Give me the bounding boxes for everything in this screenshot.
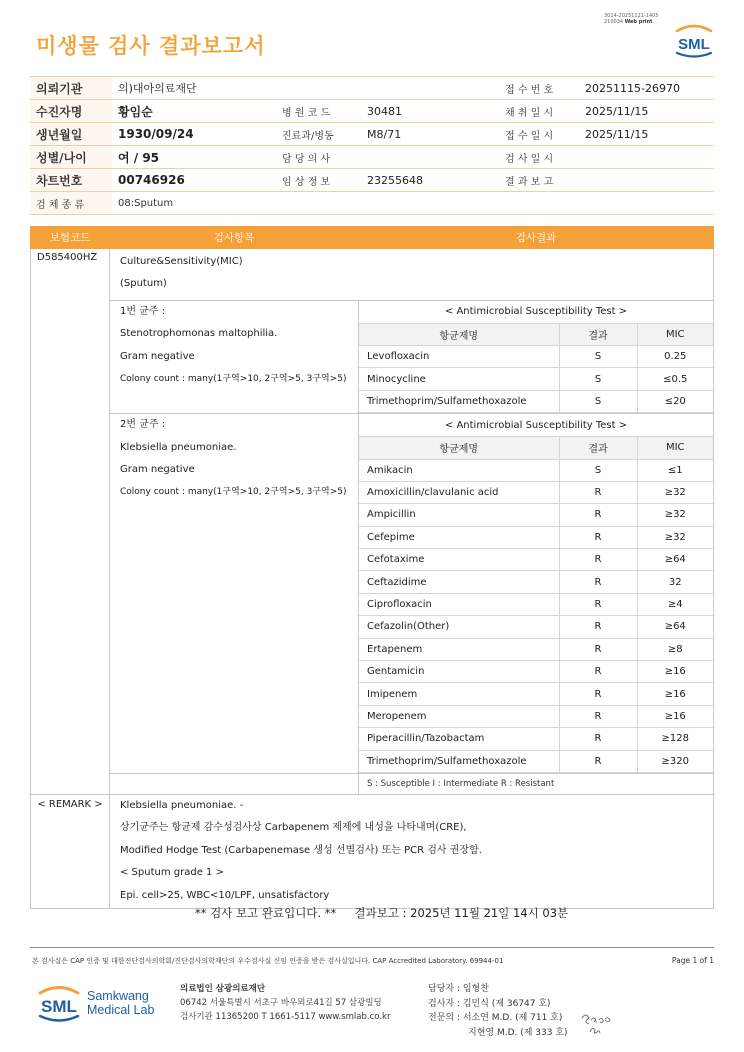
dept-value: M8/71 <box>361 123 499 146</box>
mic-value: ≥16 <box>637 683 713 705</box>
drug-name: Minocycline <box>359 368 559 390</box>
ast-result: R <box>559 504 637 526</box>
drug-name: Ciprofloxacin <box>359 593 559 615</box>
ast-row <box>359 368 713 390</box>
staff-info: 담당자 : 임형찬 검사자 : 김민식 (제 36747 호) 전문의 : 서소연 M.D. (제 711 호) 지현영 M.D. (제 333 호) <box>428 984 568 1038</box>
remark-line: Modified Hodge Test (Carbapenemase 생성 선별검사) 또는 PCR 검사 권장함. <box>120 844 482 856</box>
sex-age-label: 성별/나이 <box>30 146 112 169</box>
result-header: 결과 <box>559 323 637 345</box>
drug-name: Gentamicin <box>359 661 559 683</box>
patient-value: 황임순 <box>112 100 276 123</box>
ast-row <box>359 390 713 412</box>
organism-2-ast <box>359 414 714 774</box>
mic-value: ≥32 <box>637 526 713 548</box>
receive-date-label: 접 수 일 시 <box>499 123 579 146</box>
test-item: Culture&Sensitivity(MIC) (Sputum) <box>110 249 714 301</box>
mic-value: ≥16 <box>637 705 713 727</box>
footer-logo <box>36 983 154 1023</box>
ast-result: R <box>559 571 637 593</box>
result-table <box>30 226 714 909</box>
receipt-no-label: 접 수 번 호 <box>499 77 579 100</box>
patient-label: 수진자명 <box>30 100 112 123</box>
mic-value: 32 <box>637 571 713 593</box>
ast-legend: S : Susceptible I : Intermediate R : Resistant <box>367 778 555 789</box>
ast-result: R <box>559 549 637 571</box>
mic-header: MIC <box>637 437 713 459</box>
dept-label: 진료과/병동 <box>276 123 361 146</box>
brand-name-2: Medical Lab <box>87 1003 155 1017</box>
ast-result: R <box>559 661 637 683</box>
collect-date-value: 2025/11/15 <box>579 100 714 123</box>
ast-result: S <box>559 459 637 481</box>
ast-row <box>359 683 713 705</box>
brand-name-1: Samkwang <box>87 989 149 1003</box>
remark-line: < Sputum grade 1 > <box>120 867 224 879</box>
mic-value: ≤20 <box>637 390 713 412</box>
mic-value: ≥320 <box>637 750 713 772</box>
chart-label: 차트번호 <box>30 169 112 192</box>
signature <box>578 1008 618 1038</box>
sml-logo <box>672 22 716 58</box>
ast-row <box>359 705 713 727</box>
ast-row <box>359 661 713 683</box>
drug-name: Levofloxacin <box>359 346 559 368</box>
staff-specialist-2: 지현영 M.D. (제 333 호) <box>468 1027 568 1038</box>
drug-header: 항균제명 <box>359 323 559 345</box>
staff-tester: 김민식 (제 36747 호) <box>462 998 551 1009</box>
report-value <box>579 169 714 192</box>
logo-text: SML <box>41 997 77 1016</box>
clinical-value: 23255648 <box>361 169 499 192</box>
drug-name: Ceftazidime <box>359 571 559 593</box>
birth-label: 생년월일 <box>30 123 112 146</box>
mic-value: 0.25 <box>637 346 713 368</box>
drug-name: Cefazolin(Other) <box>359 616 559 638</box>
ast-row <box>359 481 713 503</box>
remark-line: Klebsiella pneumoniae. - <box>120 799 244 811</box>
page-number: Page 1 of 1 <box>671 956 714 965</box>
mic-value: ≤1 <box>637 459 713 481</box>
ast-row <box>359 728 713 750</box>
ast-title: < Antimicrobial Susceptibility Test > <box>359 301 713 323</box>
ast-result: R <box>559 728 637 750</box>
drug-name: Trimethoprim/Sulfamethoxazole <box>359 390 559 412</box>
hospital-code-value: 30481 <box>361 100 499 123</box>
mic-value: ≥32 <box>637 504 713 526</box>
mic-value: ≥64 <box>637 616 713 638</box>
col-result-header: 검사결과 <box>359 227 714 249</box>
cap-note: 본 검사실은 CAP 인증 및 대한진단검사의학회/진단검사의학재단의 우수검사실 신임 인증을 받은 검사실입니다. CAP Accredited Laboratory. 69944-01 <box>32 957 504 965</box>
ast-row <box>359 638 713 660</box>
mic-value: ≥32 <box>637 481 713 503</box>
ast-result: R <box>559 593 637 615</box>
remark-content <box>110 794 714 908</box>
collect-date-label: 채 취 일 시 <box>499 100 579 123</box>
drug-header: 항균제명 <box>359 437 559 459</box>
drug-name: Piperacillin/Tazobactam <box>359 728 559 750</box>
remark-line: Epi. cell>25, WBC<10/LPF, unsatisfactory <box>120 889 330 901</box>
ast-row <box>359 616 713 638</box>
test-date-value <box>579 146 714 169</box>
mic-header: MIC <box>637 323 713 345</box>
ast-row <box>359 549 713 571</box>
mic-value: ≥8 <box>637 638 713 660</box>
drug-name: Ampicillin <box>359 504 559 526</box>
remark-line: 상기균주는 항균제 감수성검사상 Carbapenem 제제에 내성을 나타내며(CRE), <box>120 822 467 834</box>
institution-label: 의뢰기관 <box>30 77 112 100</box>
ast-row <box>359 346 713 368</box>
org-name: 의료법인 삼광의료재단 <box>180 984 266 994</box>
mic-value: ≥64 <box>637 549 713 571</box>
ast-row <box>359 459 713 481</box>
staff-contact: 임형찬 <box>462 984 489 994</box>
drug-name: Imipenem <box>359 683 559 705</box>
specimen-label: 검 체 종 류 <box>30 192 112 215</box>
completion-note: ** 검사 보고 완료입니다. ** 결과보고 : 2025년 11월 21일 14시 03분 <box>195 906 569 920</box>
ast-row <box>359 750 713 772</box>
organism-2-info: 2번 균주 : Klebsiella pneumoniae. Gram negative Colony count : many(1구역>10, 2구역>5, 3구역>5) <box>110 414 359 774</box>
birth-value: 1930/09/24 <box>112 123 276 146</box>
ast-result: R <box>559 750 637 772</box>
drug-name: Ertapenem <box>359 638 559 660</box>
specimen-value: 08:Sputum <box>112 192 714 215</box>
ast-result: S <box>559 390 637 412</box>
col-item-header: 검사항목 <box>110 227 359 249</box>
doctor-value <box>361 146 499 169</box>
ast-result: R <box>559 481 637 503</box>
drug-name: Trimethoprim/Sulfamethoxazole <box>359 750 559 772</box>
result-header: 결과 <box>559 437 637 459</box>
mic-value: ≤0.5 <box>637 368 713 390</box>
ast-row <box>359 593 713 615</box>
staff-specialist-1: 서소연 M.D. (제 711 호) <box>462 1013 563 1023</box>
hospital-code-label: 병 원 코 드 <box>276 100 361 123</box>
org-contact: 검사기관 11365200 T 1661-5117 www.smlab.co.kr <box>180 1012 391 1022</box>
footer-divider <box>30 947 714 948</box>
ast-result: R <box>559 705 637 727</box>
logo-text: SML <box>678 36 710 53</box>
test-date-label: 검 사 일 시 <box>499 146 579 169</box>
drug-name: Cefotaxime <box>359 549 559 571</box>
remark-label: < REMARK > <box>31 794 110 908</box>
ast-title: < Antimicrobial Susceptibility Test > <box>359 414 713 436</box>
organism-1-info: 1번 균주 : Stenotrophomonas maltophilia. Gram negative Colony count : many(1구역>10, 2구역>5, 3구역>5) <box>110 300 359 413</box>
chart-value: 00746926 <box>112 169 276 192</box>
col-code-header: 보험코드 <box>31 227 110 249</box>
doctor-label: 담 당 의 사 <box>276 146 361 169</box>
sml-footer-logo-icon <box>36 983 82 1023</box>
drug-name: Amikacin <box>359 459 559 481</box>
ast-result: S <box>559 368 637 390</box>
mic-value: ≥128 <box>637 728 713 750</box>
ast-row <box>359 526 713 548</box>
ast-row <box>359 504 713 526</box>
ast-result: R <box>559 683 637 705</box>
patient-info-table <box>30 76 714 215</box>
organism-1-ast <box>359 300 714 413</box>
drug-name: Cefepime <box>359 526 559 548</box>
drug-name: Meropenem <box>359 705 559 727</box>
print-info: 3014-20251121-1405 210034 Web print <box>604 13 659 25</box>
insurance-code: D585400HZ <box>31 249 110 795</box>
sex-age-value: 여 / 95 <box>112 146 276 169</box>
ast-result: R <box>559 526 637 548</box>
mic-value: ≥16 <box>637 661 713 683</box>
institution-value: 의)대아의료재단 <box>112 77 499 100</box>
report-title: 미생물 검사 결과보고서 <box>36 34 266 58</box>
receipt-no-value: 20251115-26970 <box>579 77 714 100</box>
ast-result: R <box>559 616 637 638</box>
ast-result: S <box>559 346 637 368</box>
drug-name: Amoxicillin/clavulanic acid <box>359 481 559 503</box>
mic-value: ≥4 <box>637 593 713 615</box>
ast-result: R <box>559 638 637 660</box>
org-address: 06742 서울특별시 서초구 바우뫼로41길 57 삼광빌딩 <box>180 998 382 1008</box>
clinical-label: 임 상 정 보 <box>276 169 361 192</box>
org-info <box>180 982 390 1024</box>
ast-row <box>359 571 713 593</box>
receive-date-value: 2025/11/15 <box>579 123 714 146</box>
report-label: 결 과 보 고 <box>499 169 579 192</box>
